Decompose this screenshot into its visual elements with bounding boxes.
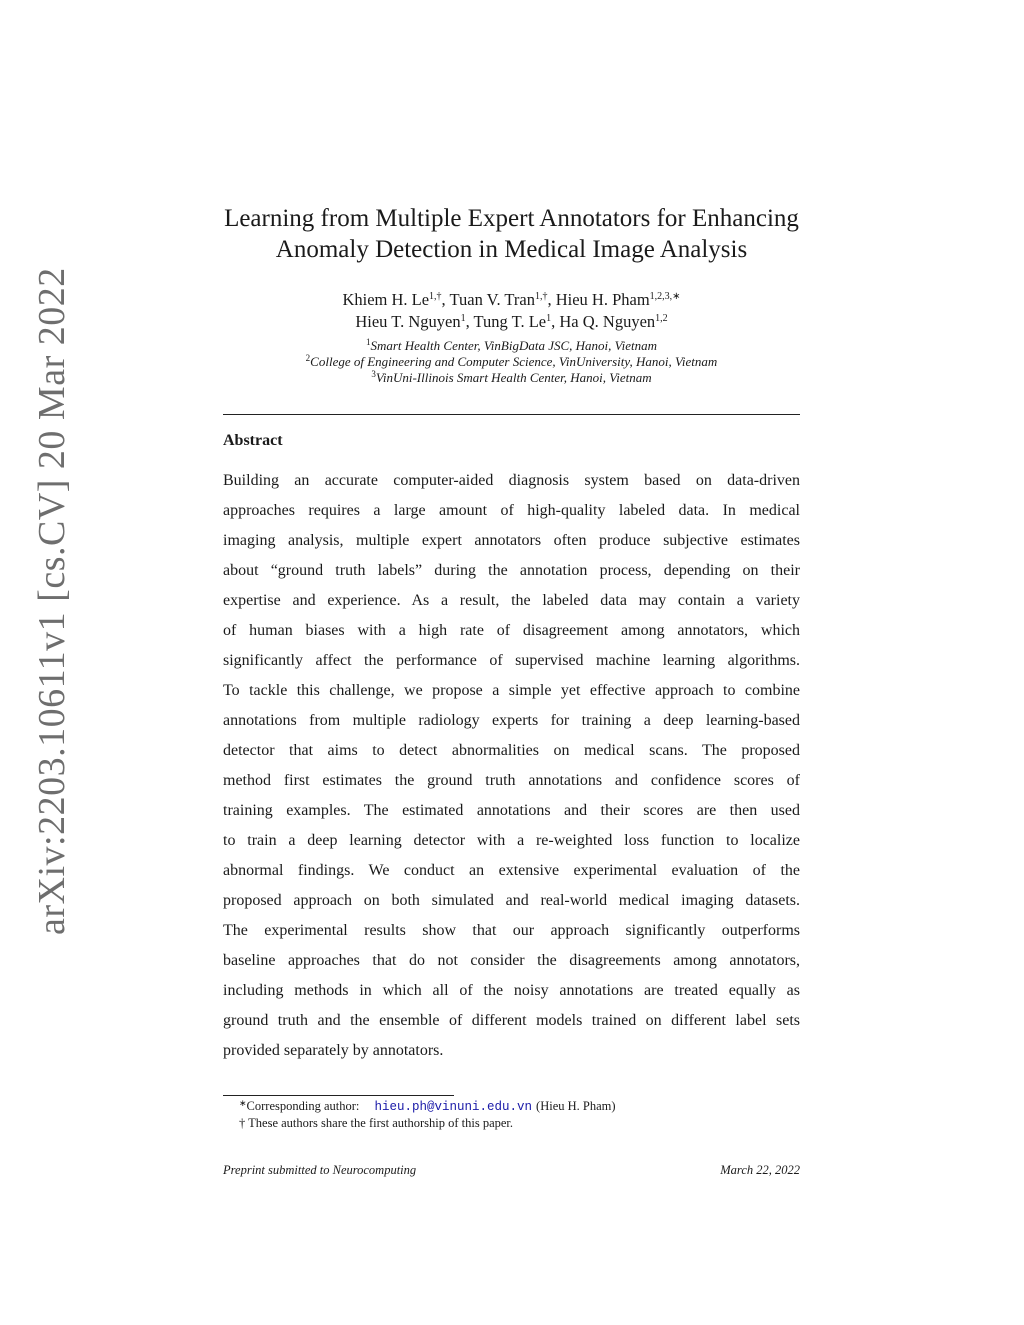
abstract-line: The experimental results show that our approach significantly outperforms <box>223 922 800 939</box>
author-affil-mark: 1,† <box>429 291 442 302</box>
affiliations <box>223 338 800 386</box>
section-divider <box>223 414 800 415</box>
author-affil-mark: 1 <box>460 313 466 324</box>
author-name: Hieu H. Pham <box>555 290 650 309</box>
abstract-line: approaches requires a large amount of high-quality labeled data. In medical <box>223 502 800 519</box>
author-name: Hieu T. Nguyen <box>355 312 461 331</box>
abstract-line: method first estimates the ground truth annotations and confidence scores of <box>223 772 800 789</box>
author-name: Tung T. Le <box>473 312 547 331</box>
email-link[interactable]: hieu.ph@vinuni.edu.vn <box>374 1100 533 1114</box>
author-affil-mark: 1,2,3,∗ <box>649 291 681 302</box>
abstract-line: including methods in which all of the noisy annotations are treated equally as <box>223 982 800 999</box>
abstract-line: of human biases with a high rate of disagreement among annotators, which <box>223 622 800 639</box>
abstract-line: abnormal findings. We conduct an extensive experimental evaluation of the <box>223 862 800 879</box>
author-name: Tuan V. Tran <box>449 290 535 309</box>
affiliation-1: $^1$Smart Health Center, VinBigData JSC, Hanoi, Vietnam <box>365 337 658 353</box>
paper-title <box>223 203 800 265</box>
arxiv-identifier: arXiv:2203.10611v1 [cs.CV] 20 Mar 2022 <box>31 267 73 935</box>
author-affil-mark: 1,† <box>534 291 548 302</box>
author-name: Khiem H. Le <box>342 290 430 309</box>
abstract-line: training examples. The estimated annotations and their scores are then used <box>223 802 800 819</box>
page-footer <box>223 1163 800 1178</box>
abstract-line: baseline approaches that do not consider the disagreements among annotators, <box>223 952 800 969</box>
abstract-line: about “ground truth labels” during the annotation process, depending on their <box>223 562 800 579</box>
abstract-line: expertise and experience. As a result, the labeled data may contain a variety <box>223 592 800 609</box>
footnote-equal-contribution: † These authors share the first authorship of this paper. <box>239 1116 514 1130</box>
abstract-heading: Abstract <box>223 432 283 449</box>
abstract-line: ground truth and the ensemble of different models trained on different label sets <box>223 1012 800 1029</box>
author-affil-mark: 1 <box>546 313 552 324</box>
abstract-line: Building an accurate computer-aided diagnosis system based on data-driven <box>223 472 800 489</box>
abstract-line: annotations from multiple radiology experts for training a deep learning-based <box>223 712 800 729</box>
abstract-body <box>223 466 800 1066</box>
footer-date: March 22, 2022 <box>720 1163 800 1177</box>
abstract-line: significantly affect the performance of supervised machine learning algorithms. <box>223 652 800 669</box>
abstract-line: detector that aims to detect abnormalities on medical scans. The proposed <box>223 742 800 759</box>
author-name: Ha Q. Nguyen <box>559 312 656 331</box>
abstract-line: provided separately by annotators. <box>223 1042 444 1059</box>
abstract-line: To tackle this challenge, we propose a simple yet effective approach to combine <box>223 682 800 699</box>
title-line-2: Anomaly Detection in Medical Image Analysis <box>275 236 748 263</box>
authors-line-1: Khiem H. $Le^{1,\dagger}$, Tuan V. Tran$^{1,\dagger}$, Hieu H. Pham$^{1,2,3,∗}$ <box>342 290 681 309</box>
abstract-line: imaging analysis, multiple expert annotators often produce subjective estimates <box>223 532 800 549</box>
footer-journal: Preprint submitted to Neurocomputing <box>223 1163 417 1177</box>
footnote-divider <box>223 1095 454 1096</box>
footnote-corresponding-author: ∗Corresponding author: hieu.ph@vinuni.edu.vn (Hieu H. Pham) <box>239 1098 616 1114</box>
author-affil-mark: 1,2 <box>655 313 668 324</box>
abstract-line: to train a deep learning detector with a re-weighted loss function to localize <box>223 832 800 849</box>
abstract-line: proposed approach on both simulated and real-world medical imaging datasets. <box>223 892 800 909</box>
affiliation-2: $^2$College of Engineering and Computer Science, VinUniversity, Hanoi, Vietnam <box>305 353 718 369</box>
authors-line-2: Hieu T. Nguyen$^1$, Tung T. Le$^1$, Ha Q. Nguyen$^{1,2}$ <box>355 312 668 331</box>
title-line-1: Learning from Multiple Expert Annotators for Enhancing <box>224 205 799 232</box>
author-list <box>223 289 800 333</box>
affiliation-3: $^3$VinUni-Illinois Smart Health Center, Hanoi, Vietnam <box>371 369 652 385</box>
footnotes <box>223 1098 800 1131</box>
